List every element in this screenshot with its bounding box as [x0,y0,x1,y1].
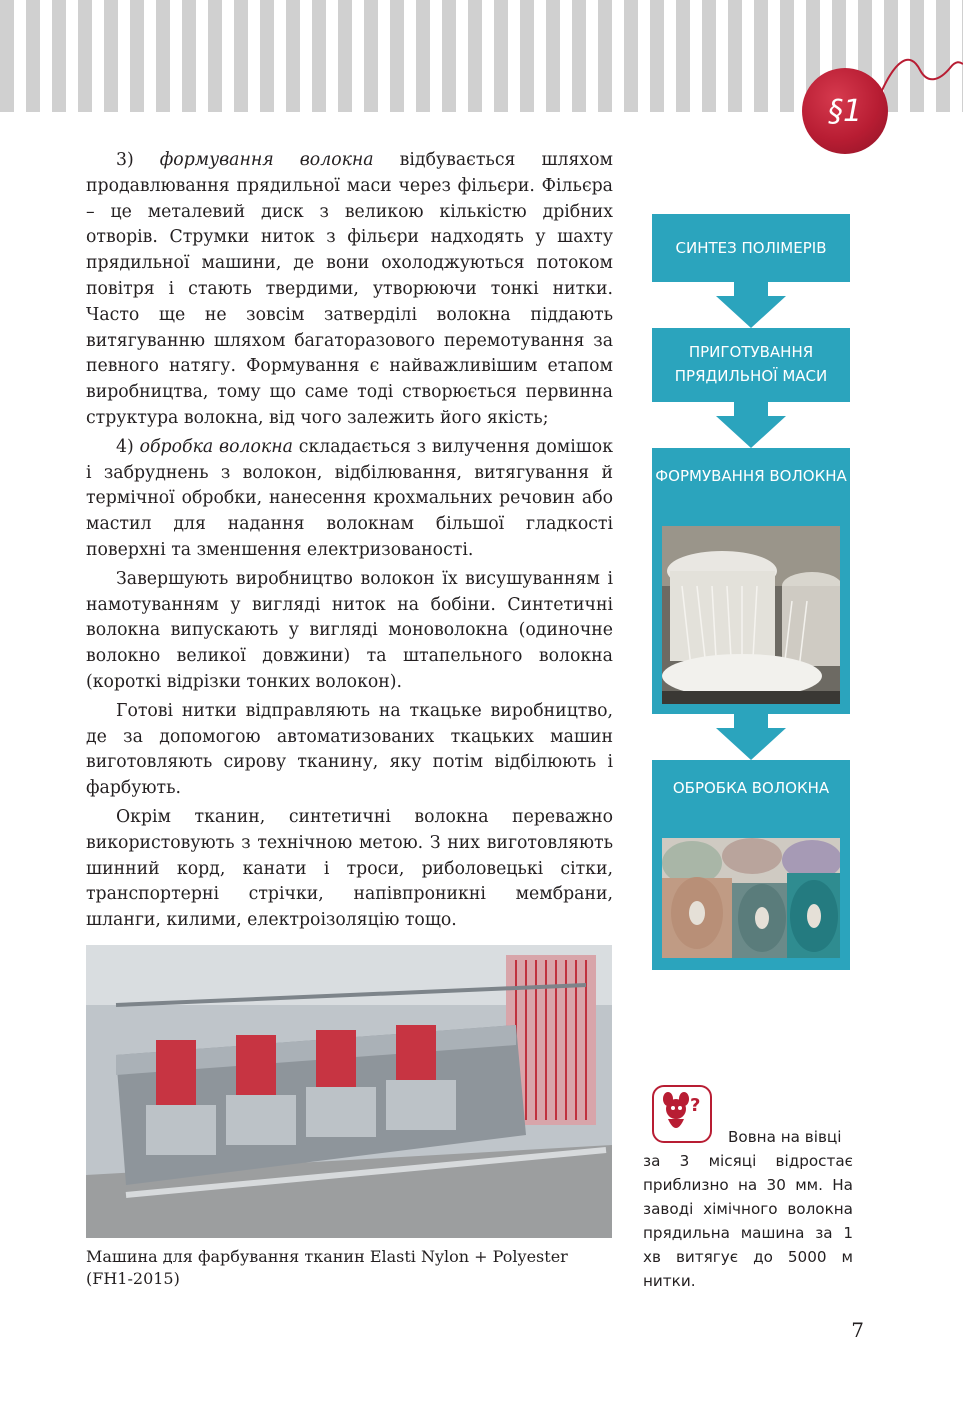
svg-text:?: ? [690,1095,701,1116]
photo-caption: Машина для фарбування тканин Elasti Nylon + Polyester (FH1-2015) [86,1247,568,1288]
flow-step-label: ФОРМУВАННЯ ВОЛОКНА [655,467,847,485]
paragraph-text: відбувається шляхом продавлювання прядильної маси через фільєри. Фільєра – це металевий диск з великою кількістю дрібних отворів. Струмки ниток з фільєри надходять у шахту прядильної машини, де вони охолоджуються потоком повітря і стають твердими, утворюючи тонкі нитки. Часто ще не зовсім затверділі волокна піддають витягуванню шляхом багаторазового перемотування за певного натягу. Формування є найважливішим етапом виробництва, тому що саме тоді створюється первинна структура волокна, від чого залежить його якість; [86,150,613,428]
page-number: 7 [851,1318,864,1342]
flow-step-label: ОБРОБКА ВОЛОКНА [672,779,830,797]
list-number: 3) [116,150,160,170]
flow-arrow-down-icon [716,402,786,448]
paragraph-text: складається з вилучення домішок і забруднень з волокон, відбілювання, витягування й термічної обробки, нанесення крохмальних речовин або мастил для надання волокнам більшої гладкості поверхні та зменшення електризованості. [86,436,613,560]
paragraph-finishing: Завершують виробництво волокон їх висушуванням і намотуванням у вигляді ниток на бобіни. Синтетичні волокна випускають у вигляді моноволокна (одиночне волокно великої довжини) та штапельного волокна (короткі відрізки тонких волокон). [86,568,613,692]
term-forming: формування волокна [159,150,374,170]
section-label: §1 [827,93,863,129]
fact-box-text [643,1125,853,1293]
flow-arrow-down-icon [716,282,786,328]
flow-step-label: ПРИГОТУВАННЯ ПРЯДИЛЬНОЇ МАСИ [674,343,828,385]
dyeing-machine-photo [86,945,612,1238]
term-processing: обробка волокна [139,436,293,457]
fact-rest: за 3 місяці відростає приблизно на 30 мм. На заводі хімічного волокна прядильна машина за 1 хв витягує до 5000 м нитки. [643,1152,853,1290]
dyeing-machine-illustration [86,945,612,1238]
main-text-column [86,148,613,937]
thread-spools-photo [662,838,840,958]
flow-arrow-down-icon [716,714,786,760]
section-badge [802,68,888,154]
paragraph-processing [86,435,613,564]
fiber-forming-photo [662,526,840,704]
list-number: 4) [116,436,140,457]
yarn-thread-decoration [880,40,963,110]
paragraph-forming [86,148,613,432]
paragraph-weaving: Готові нитки відправляють на ткацьке виробництво, де за допомогою автоматизованих ткацьких машин виготовляють сирову тканину, яку потім відбілюють і фарбують. [86,700,613,799]
paragraph-technical-use: Окрім тканин, синтетичні волокна переважно використовують з технічною метою. З них виготовляють шинний корд, канати і троси, риболовецькі сітки, транспортерні стрічки, напівпроникні мембрани, шланги, килими, електроізоляцію тощо. [86,806,613,931]
fact-first-line: Вовна на вівці [728,1128,842,1146]
flow-step-synthesis [652,214,850,282]
flow-step-spinning-mass [652,328,850,402]
flow-step-label: СИНТЕЗ ПОЛІМЕРІВ [675,239,827,257]
